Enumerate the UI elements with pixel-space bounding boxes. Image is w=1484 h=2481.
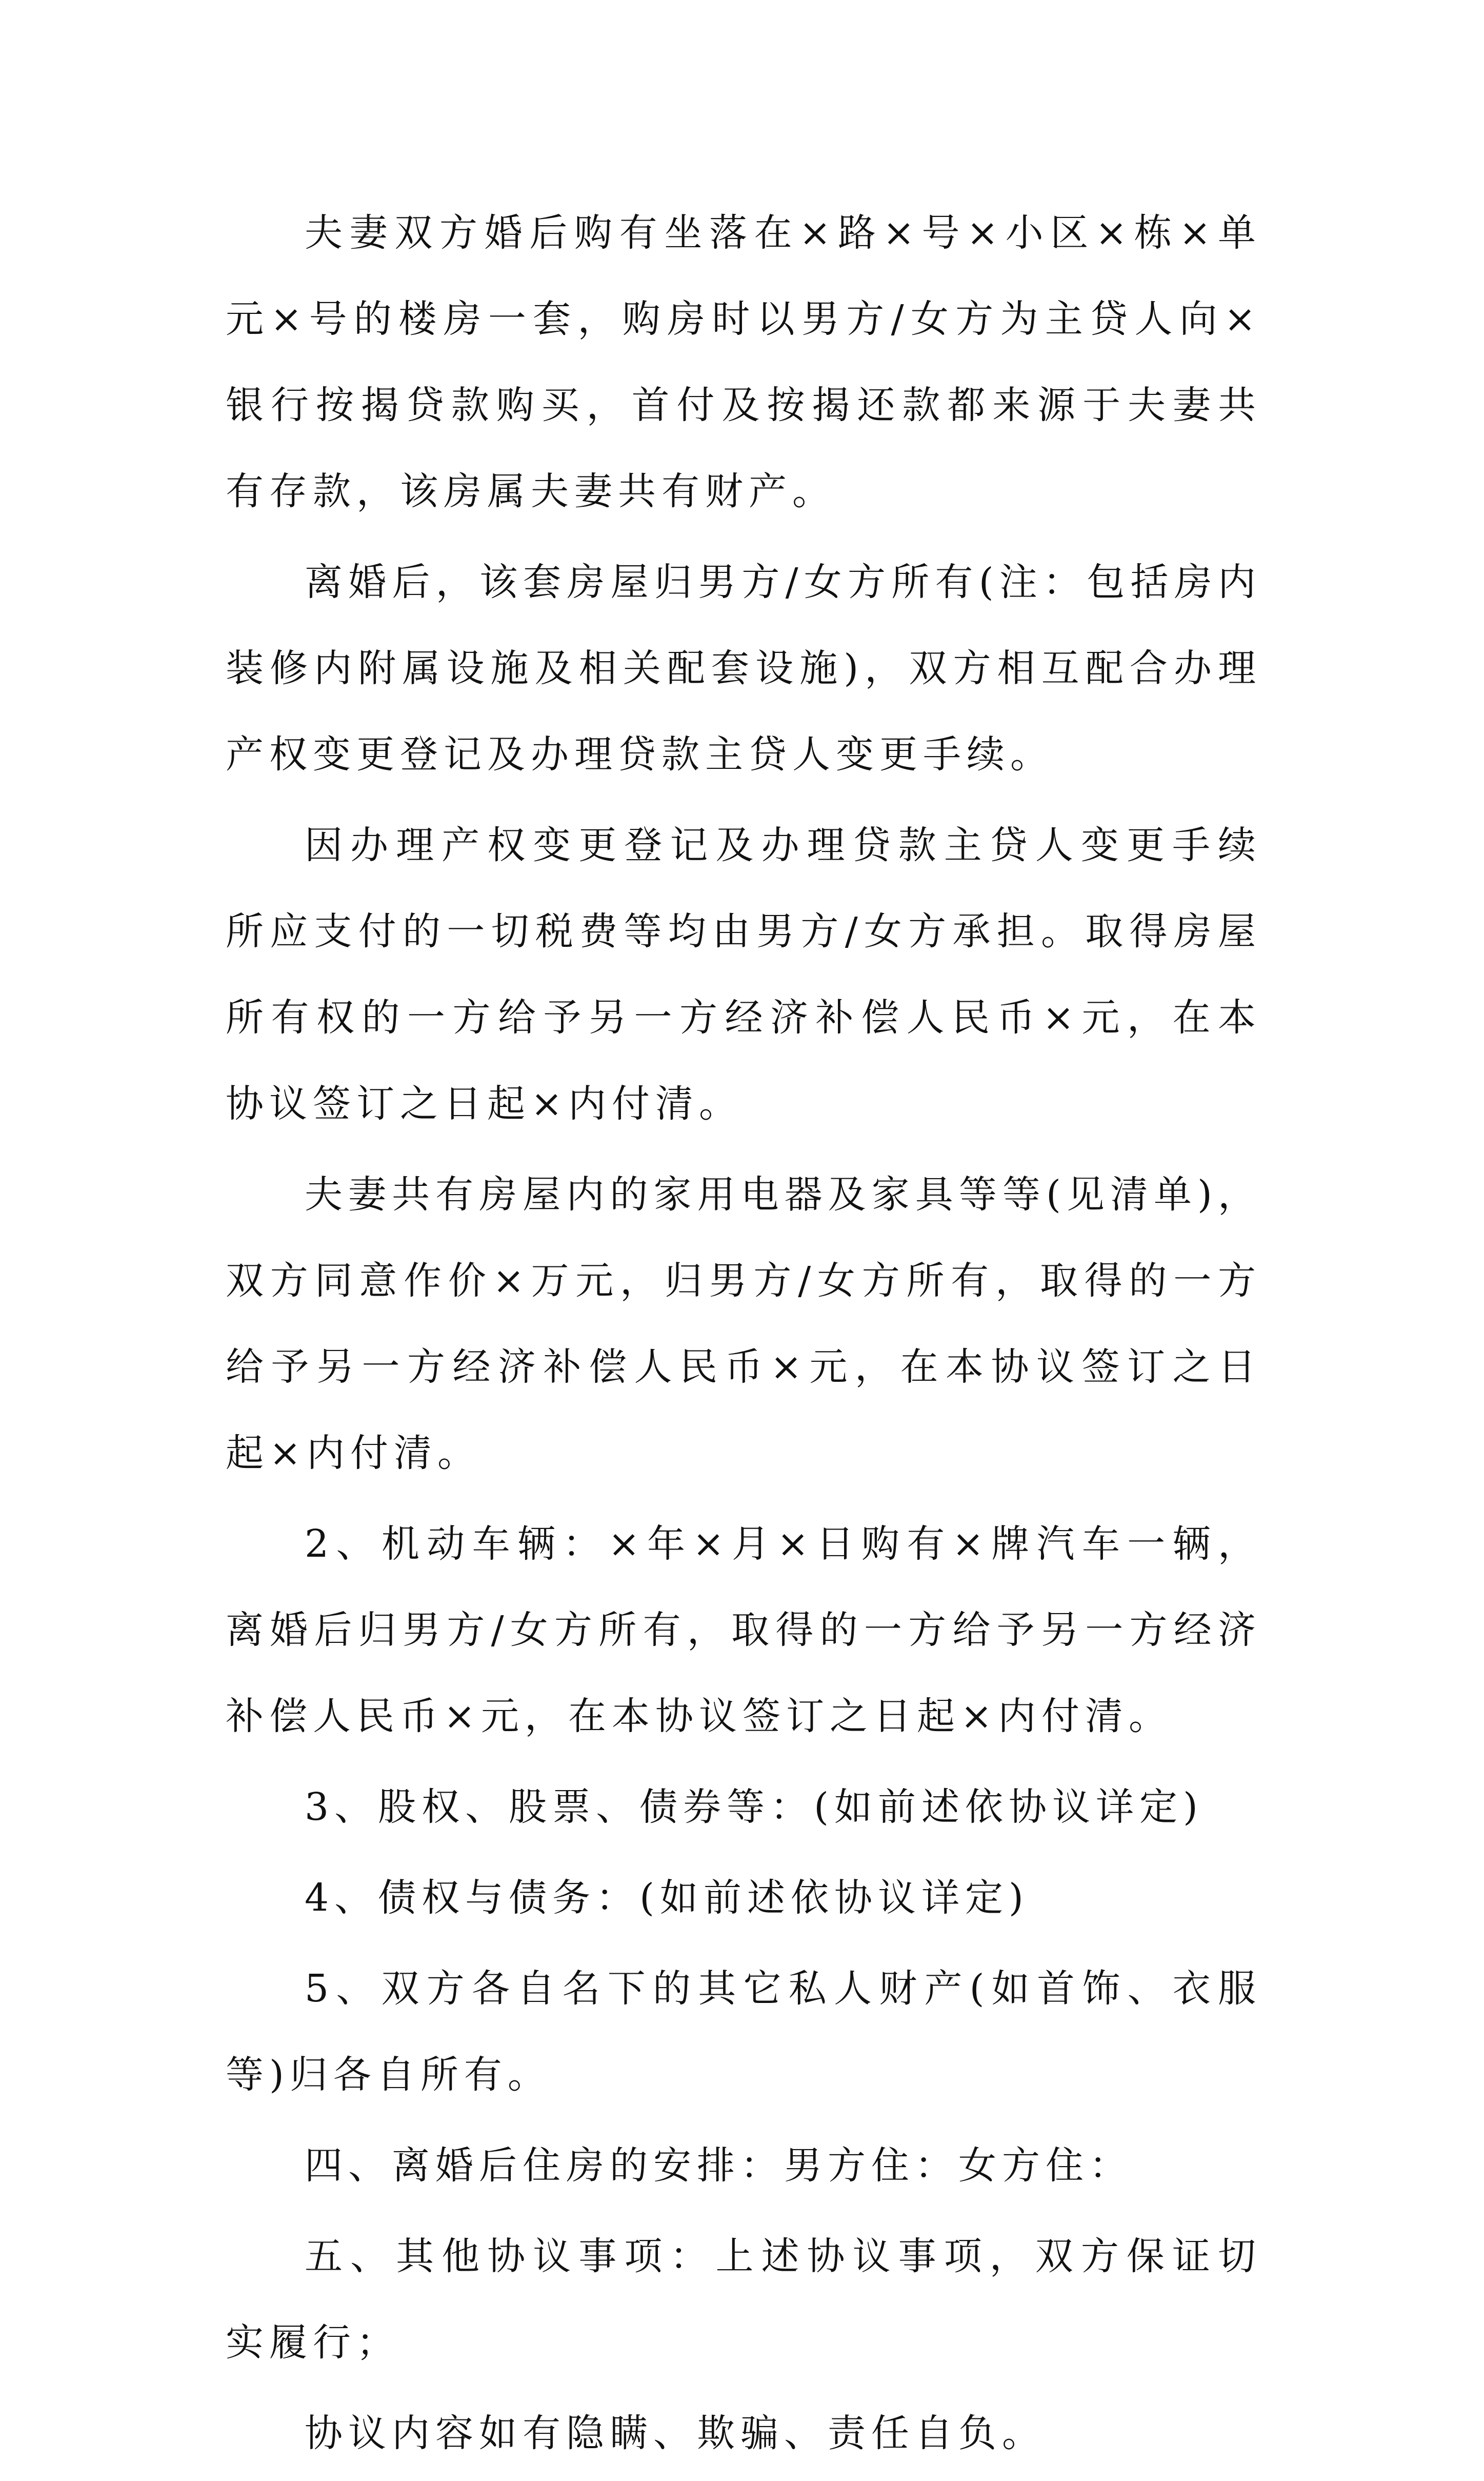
paragraph-house-ownership: 离婚后，该套房屋归男方/女方所有(注：包括房内装修内附属设施及相关配套设施)，双方相互配合办理产权变更登记及办理贷款主贷人变更手续。 [226, 560, 1261, 777]
paragraph-liability: 协议内容如有隐瞒、欺骗、责任自负。 [305, 2411, 1046, 2455]
paragraph-transfer-fees: 因办理产权变更登记及办理贷款主贷人变更手续所应支付的一切税费等均由男方/女方承担。取得房屋所有权的一方给予另一方经济补偿人民币×元，在本协议签订之日起×内付清。 [226, 823, 1261, 1126]
paragraph-appliances-furniture: 夫妻共有房屋内的家用电器及家具等等(见清单)，双方同意作价×万元，归男方/女方所有，取得的一方给予另一方经济补偿人民币×元，在本协议签订之日起×内付清。 [226, 1173, 1261, 1475]
paragraph-personal-property: 5、双方各自名下的其它私人财产(如首饰、衣服等)归各自所有。 [226, 1967, 1261, 2097]
paragraph-other-matters: 五、其他协议事项：上述协议事项，双方保证切实履行； [226, 2234, 1261, 2365]
document-body [226, 190, 1261, 2481]
paragraph-claims-debts: 4、债权与债务：(如前述依协议详定) [305, 1876, 1029, 1920]
paragraph-house-purchase: 夫妻双方婚后购有坐落在×路×号×小区×栋×单元×号的楼房一套，购房时以男方/女方为主贷人向×银行按揭贷款购买，首付及按揭还款都来源于夫妻共有存款，该房属夫妻共有财产。 [226, 211, 1261, 513]
paragraph-housing-arrangement: 四、离婚后住房的安排：男方住：女方住： [305, 2143, 1133, 2188]
paragraph-vehicle: 2、机动车辆：×年×月×日购有×牌汽车一辆，离婚后归男方/女方所有，取得的一方给予另一方经济补偿人民币×元，在本协议签订之日起×内付清。 [226, 1522, 1261, 1738]
paragraph-stocks-bonds: 3、股权、股票、债券等：(如前述依协议详定) [305, 1785, 1204, 1829]
